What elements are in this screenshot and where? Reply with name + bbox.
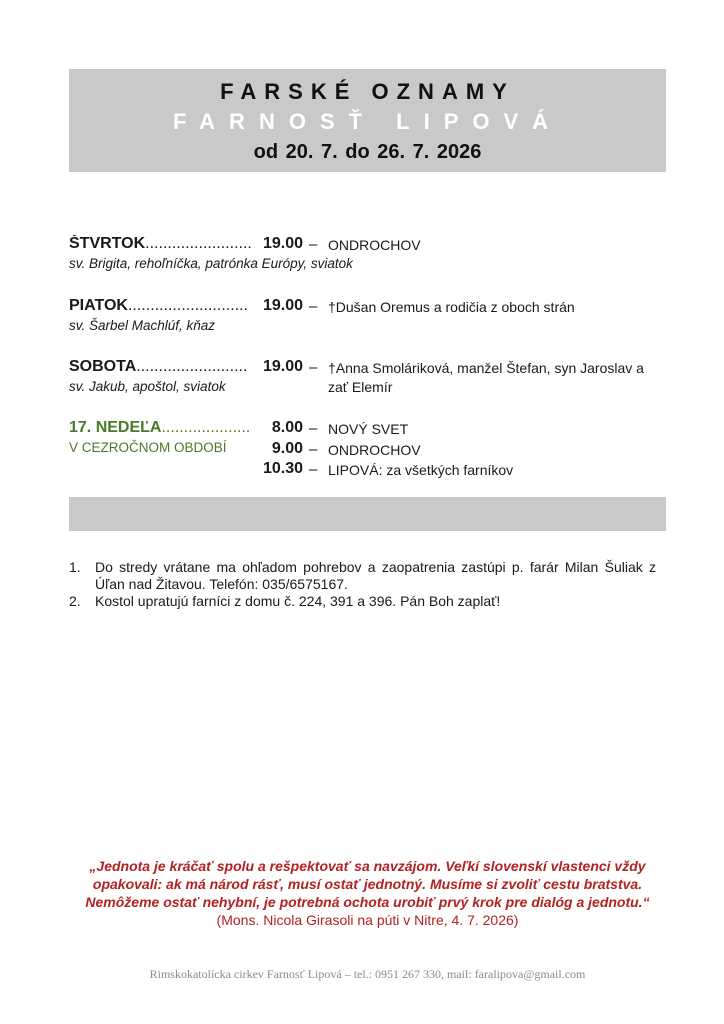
- divider-bar: [69, 497, 666, 531]
- page-title: FARSKÉ OZNAMY: [220, 79, 515, 104]
- mass-intention: LIPOVÁ: za všetkých farníkov: [328, 462, 514, 478]
- quote-text: „Jednota je kráčať spolu a rešpektovať sa navzájom. Veľkí slovenskí vlastenci vždy opakovali: ak má národ rásť, musí ostať jednotný. Musíme si zvoliť cestu bratstva. Nemôžeme ostať nehybní, je potrebná ochota urobiť prvý krok pre dialóg a jednotu.“: [85, 858, 650, 910]
- feast-label: V CEZROČNOM OBDOBÍ: [69, 440, 227, 455]
- mass-time: 19.00: [262, 358, 303, 375]
- date-range: od 20. 7. do 26. 7. 2026: [253, 141, 482, 163]
- mass-time: 9.00: [271, 440, 303, 457]
- header-box: [69, 69, 666, 172]
- item-number: 1.: [69, 559, 81, 575]
- list-item: [69, 559, 656, 593]
- feast-label: sv. Šarbel Machlúf, kňaz: [69, 318, 216, 333]
- dash: –: [309, 420, 318, 437]
- dash: –: [309, 441, 318, 458]
- mass-intention: †Dušan Oremus a rodičia z oboch strán: [328, 299, 575, 315]
- dash: –: [309, 236, 318, 253]
- quote-block: [69, 857, 666, 929]
- day-label: PIATOK...........................: [69, 297, 248, 314]
- day-label: 17. NEDEĽA....................: [69, 419, 251, 436]
- announcements-list: [69, 559, 656, 610]
- item-number: 2.: [69, 593, 81, 609]
- dash: –: [309, 298, 318, 315]
- item-text: Do stredy vrátane ma ohľadom pohrebov a zaopatrenia zastúpi p. farár Milan Šuliak z Úľan nad Žitavou. Telefón: 035/6575167.: [95, 559, 656, 592]
- dash: –: [309, 359, 318, 376]
- footer-contact: Rimskokatolícka cirkev Farnosť Lipová – tel.: 0951 267 330, mail: faralipova@gmail.com: [149, 967, 586, 981]
- dash: –: [309, 461, 318, 478]
- quote-source: (Mons. Nicola Girasoli na púti v Nitre, 4. 7. 2026): [216, 912, 519, 928]
- mass-time: 19.00: [262, 297, 303, 314]
- mass-time: 10.30: [262, 460, 303, 477]
- day-label: ŠTVRTOK........................: [69, 235, 252, 252]
- mass-intention: NOVÝ SVET: [328, 421, 409, 437]
- feast-label: sv. Jakub, apoštol, sviatok: [69, 379, 226, 394]
- mass-intention: ONDROCHOV: [328, 442, 421, 458]
- mass-time: 8.00: [271, 419, 303, 436]
- parish-name: FARNOSŤ LIPOVÁ: [172, 109, 563, 134]
- mass-intention: †Anna Smoláriková, manžel Štefan, syn Jaroslav a zať Elemír: [328, 360, 644, 395]
- feast-label: sv. Brigita, rehoľníčka, patrónka Európy, sviatok: [69, 256, 353, 271]
- list-item: [69, 593, 656, 610]
- day-label: SOBOTA.........................: [69, 358, 248, 375]
- mass-intention: ONDROCHOV: [328, 237, 421, 253]
- item-text: Kostol upratujú farníci z domu č. 224, 391 a 396. Pán Boh zaplať!: [95, 593, 501, 609]
- mass-time: 19.00: [262, 235, 303, 252]
